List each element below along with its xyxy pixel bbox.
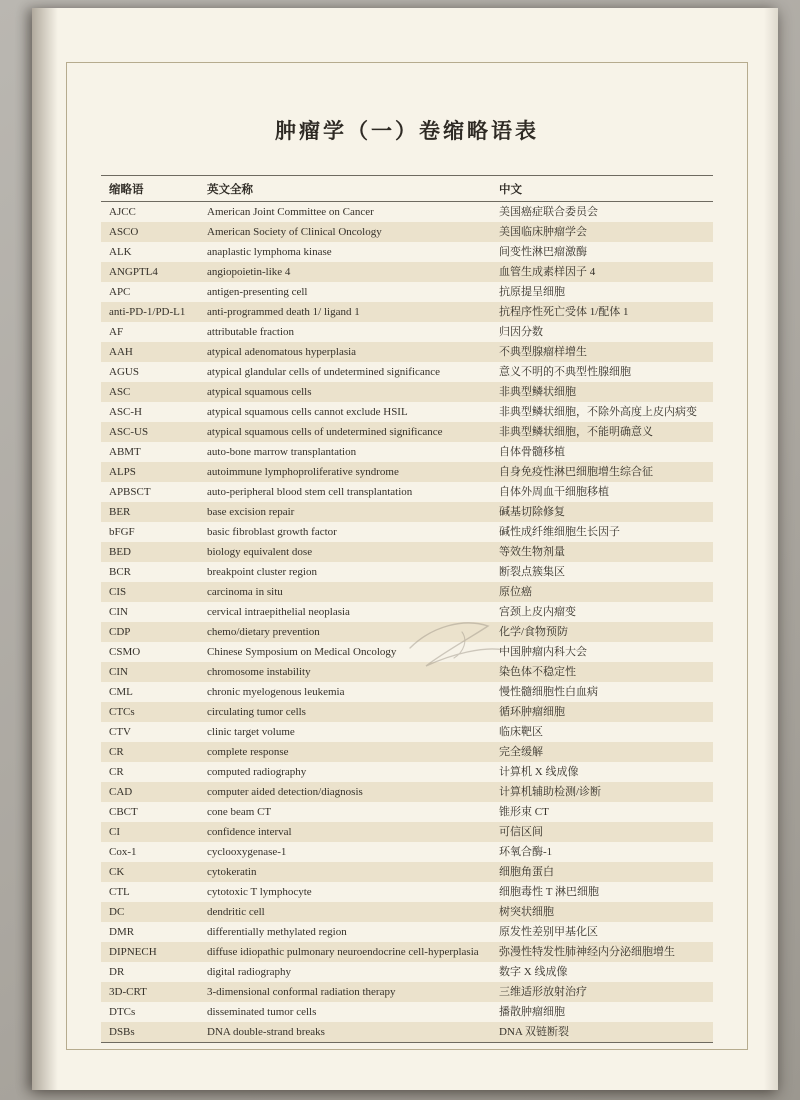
- table-row: [101, 662, 713, 682]
- abbreviation-table-wrap: [101, 175, 713, 1043]
- table-row: [101, 842, 713, 862]
- abbr-cell: CIN: [109, 606, 128, 618]
- table-row: [101, 962, 713, 982]
- abbr-cell: CR: [109, 746, 124, 758]
- page-title: 肿瘤学（一）卷缩略语表: [275, 119, 539, 143]
- abbr-cell: CTV: [109, 726, 131, 738]
- abbr-cell: DMR: [109, 926, 135, 938]
- english-cell: complete response: [207, 746, 289, 758]
- english-cell: American Joint Committee on Cancer: [207, 206, 374, 218]
- table-row: [101, 222, 713, 242]
- chinese-cell: 原发性差别甲基化区: [499, 926, 598, 938]
- chinese-cell: 美国癌症联合委员会: [499, 206, 598, 218]
- table-row: [101, 802, 713, 822]
- english-cell: cyclooxygenase-1: [207, 846, 287, 858]
- chinese-cell: 自体外周血干细胞移植: [499, 486, 609, 498]
- table-row: [101, 642, 713, 662]
- chinese-cell: 临床靶区: [499, 726, 543, 738]
- abbr-cell: APBSCT: [109, 486, 151, 498]
- abbr-cell: BER: [109, 506, 131, 518]
- chinese-cell: 播散肿瘤细胞: [499, 1006, 565, 1018]
- abbr-cell: CIS: [109, 586, 127, 598]
- english-cell: American Society of Clinical Oncology: [207, 226, 382, 238]
- table-row: [101, 922, 713, 942]
- english-cell: Chinese Symposium on Medical Oncology: [207, 646, 397, 658]
- table-row: [101, 1022, 713, 1043]
- chinese-cell: 抗原提呈细胞: [499, 286, 565, 298]
- abbr-cell: APC: [109, 286, 131, 298]
- abbr-cell: CK: [109, 866, 125, 878]
- abbr-cell: CI: [109, 826, 120, 838]
- english-cell: anaplastic lymphoma kinase: [207, 246, 332, 258]
- abbr-cell: CBCT: [109, 806, 138, 818]
- table-row: [101, 402, 713, 422]
- english-cell: dendritic cell: [207, 906, 265, 918]
- abbr-cell: DIPNECH: [109, 946, 157, 958]
- chinese-cell: 等效生物剂量: [499, 546, 565, 558]
- chinese-cell: 计算机辅助检测/诊断: [499, 786, 602, 798]
- chinese-cell: 非典型鳞状细胞，不除外高度上皮内病变: [499, 406, 697, 418]
- col-header-chinese: 中文: [491, 176, 713, 202]
- table-body: [101, 202, 713, 1043]
- book-page: [32, 8, 778, 1090]
- english-cell: 3-dimensional conformal radiation therapy: [207, 986, 396, 998]
- english-cell: computer aided detection/diagnosis: [207, 786, 363, 798]
- chinese-cell: 三维适形放射治疗: [499, 986, 587, 998]
- chinese-cell: 间变性淋巴瘤激酶: [499, 246, 587, 258]
- table-row: [101, 382, 713, 402]
- english-cell: base excision repair: [207, 506, 295, 518]
- table-row: [101, 322, 713, 342]
- table-row: [101, 502, 713, 522]
- abbr-cell: AJCC: [109, 206, 136, 218]
- chinese-cell: 血管生成素样因子 4: [499, 266, 596, 278]
- chinese-cell: 可信区间: [499, 826, 543, 838]
- abbr-cell: ASC: [109, 386, 131, 398]
- english-cell: chromosome instability: [207, 666, 311, 678]
- abbr-cell: AAH: [109, 346, 133, 358]
- english-cell: atypical squamous cells cannot exclude HSIL: [207, 406, 408, 418]
- abbr-cell: ASC-US: [109, 426, 149, 438]
- english-cell: differentially methylated region: [207, 926, 347, 938]
- table-row: [101, 782, 713, 802]
- english-cell: chemo/dietary prevention: [207, 626, 320, 638]
- abbr-cell: CSMO: [109, 646, 141, 658]
- table-row: [101, 722, 713, 742]
- english-cell: circulating tumor cells: [207, 706, 306, 718]
- english-cell: atypical squamous cells of undetermined significance: [207, 426, 443, 438]
- table-row: [101, 522, 713, 542]
- english-cell: angiopoietin-like 4: [207, 266, 291, 278]
- table-row: [101, 942, 713, 962]
- english-cell: cytotoxic T lymphocyte: [207, 886, 312, 898]
- abbr-cell: AGUS: [109, 366, 139, 378]
- english-cell: disseminated tumor cells: [207, 1006, 317, 1018]
- english-cell: atypical adenomatous hyperplasia: [207, 346, 357, 358]
- chinese-cell: 意义不明的不典型性腺细胞: [499, 366, 631, 378]
- chinese-cell: 细胞毒性 T 淋巴细胞: [499, 886, 600, 898]
- table-row: [101, 682, 713, 702]
- table-header-row: [101, 176, 713, 202]
- abbr-cell: DSBs: [101, 1022, 199, 1043]
- english-cell: cytokeratin: [207, 866, 257, 878]
- table-row: [101, 762, 713, 782]
- english-cell: DNA double-strand breaks: [199, 1022, 491, 1043]
- chinese-cell: 自体骨髓移植: [499, 446, 565, 458]
- abbr-cell: CML: [109, 686, 133, 698]
- english-cell: diffuse idiopathic pulmonary neuroendocrine cell-hyperplasia: [207, 946, 479, 958]
- chinese-cell: 弥漫性特发性肺神经内分泌细胞增生: [499, 946, 675, 958]
- table-row: [101, 422, 713, 442]
- table-row: [101, 742, 713, 762]
- english-cell: biology equivalent dose: [207, 546, 313, 558]
- chinese-cell: 抗程序性死亡受体 1/配体 1: [499, 306, 629, 318]
- english-cell: attributable fraction: [207, 326, 295, 338]
- table-row: [101, 442, 713, 462]
- chinese-cell: 树突状细胞: [499, 906, 554, 918]
- table-row: [101, 262, 713, 282]
- abbr-cell: CIN: [109, 666, 128, 678]
- chinese-cell: 化学/食物预防: [499, 626, 569, 638]
- chinese-cell: 循环肿瘤细胞: [499, 706, 565, 718]
- table-row: [101, 342, 713, 362]
- chinese-cell: 美国临床肿瘤学会: [499, 226, 587, 238]
- table-row: [101, 562, 713, 582]
- abbr-cell: ASCO: [109, 226, 139, 238]
- table-row: [101, 602, 713, 622]
- english-cell: carcinoma in situ: [207, 586, 283, 598]
- abbr-cell: CDP: [109, 626, 131, 638]
- col-header-english: 英文全称: [199, 176, 491, 202]
- english-cell: computed radiography: [207, 766, 307, 778]
- english-cell: cervical intraepithelial neoplasia: [207, 606, 350, 618]
- english-cell: basic fibroblast growth factor: [207, 526, 337, 538]
- english-cell: anti-programmed death 1/ ligand 1: [207, 306, 360, 318]
- english-cell: atypical glandular cells of undetermined significance: [207, 366, 441, 378]
- chinese-cell: DNA 双链断裂: [491, 1022, 713, 1043]
- page-border-frame: [66, 62, 748, 1050]
- chinese-cell: 断裂点簇集区: [499, 566, 565, 578]
- abbr-cell: bFGF: [109, 526, 135, 538]
- table-row: [101, 702, 713, 722]
- abbr-cell: BED: [109, 546, 131, 558]
- abbr-cell: CR: [109, 766, 124, 778]
- chinese-cell: 慢性髓细胞性白血病: [499, 686, 598, 698]
- english-cell: breakpoint cluster region: [207, 566, 317, 578]
- english-cell: chronic myelogenous leukemia: [207, 686, 345, 698]
- table-row: [101, 302, 713, 322]
- table-row: [101, 582, 713, 602]
- table-row: [101, 982, 713, 1002]
- abbr-cell: ANGPTL4: [109, 266, 158, 278]
- table-row: [101, 202, 713, 223]
- col-header-abbr: 缩略语: [101, 176, 199, 202]
- abbr-cell: AF: [109, 326, 124, 338]
- chinese-cell: 原位癌: [499, 586, 532, 598]
- abbr-cell: CTL: [109, 886, 130, 898]
- abbr-cell: CTCs: [109, 706, 135, 718]
- table-row: [101, 622, 713, 642]
- abbr-cell: ASC-H: [109, 406, 143, 418]
- abbr-cell: Cox-1: [109, 846, 137, 858]
- english-cell: atypical squamous cells: [207, 386, 312, 398]
- chinese-cell: 计算机 X 线成像: [499, 766, 579, 778]
- table-row: [101, 822, 713, 842]
- english-cell: autoimmune lymphoproliferative syndrome: [207, 466, 399, 478]
- abbr-cell: 3D-CRT: [109, 986, 147, 998]
- abbr-cell: DC: [109, 906, 125, 918]
- chinese-cell: 非典型鳞状细胞: [499, 386, 576, 398]
- abbr-cell: ABMT: [109, 446, 141, 458]
- abbr-cell: ALPS: [109, 466, 136, 478]
- table-row: [101, 282, 713, 302]
- abbr-cell: BCR: [109, 566, 132, 578]
- abbr-cell: anti-PD-1/PD-L1: [109, 306, 186, 318]
- chinese-cell: 自身免疫性淋巴细胞增生综合征: [499, 466, 653, 478]
- table-row: [101, 902, 713, 922]
- chinese-cell: 细胞角蛋白: [499, 866, 554, 878]
- english-cell: digital radiography: [207, 966, 292, 978]
- english-cell: confidence interval: [207, 826, 292, 838]
- table-row: [101, 462, 713, 482]
- english-cell: antigen-presenting cell: [207, 286, 308, 298]
- chinese-cell: 锥形束 CT: [499, 806, 549, 818]
- chinese-cell: 不典型腺瘤样增生: [499, 346, 587, 358]
- chinese-cell: 环氧合酶-1: [499, 846, 553, 858]
- chinese-cell: 中国肿瘤内科大会: [499, 646, 587, 658]
- english-cell: cone beam CT: [207, 806, 272, 818]
- chinese-cell: 非典型鳞状细胞，不能明确意义: [499, 426, 653, 438]
- table-row: [101, 362, 713, 382]
- abbr-cell: DR: [109, 966, 125, 978]
- table-row: [101, 542, 713, 562]
- chinese-cell: 数字 X 线成像: [499, 966, 568, 978]
- abbreviation-table: [101, 175, 713, 1043]
- chinese-cell: 染色体不稳定性: [499, 666, 576, 678]
- table-row: [101, 1002, 713, 1022]
- chinese-cell: 宫颈上皮内瘤变: [499, 606, 576, 618]
- abbr-cell: DTCs: [109, 1006, 136, 1018]
- chinese-cell: 碱性成纤维细胞生长因子: [499, 526, 620, 538]
- table-row: [101, 482, 713, 502]
- abbr-cell: ALK: [109, 246, 132, 258]
- english-cell: auto-bone marrow transplantation: [207, 446, 357, 458]
- table-row: [101, 882, 713, 902]
- table-row: [101, 242, 713, 262]
- chinese-cell: 碱基切除修复: [499, 506, 565, 518]
- english-cell: auto-peripheral blood stem cell transplantation: [207, 486, 413, 498]
- english-cell: clinic target volume: [207, 726, 295, 738]
- abbr-cell: CAD: [109, 786, 133, 798]
- table-row: [101, 862, 713, 882]
- chinese-cell: 归因分数: [499, 326, 543, 338]
- chinese-cell: 完全缓解: [499, 746, 543, 758]
